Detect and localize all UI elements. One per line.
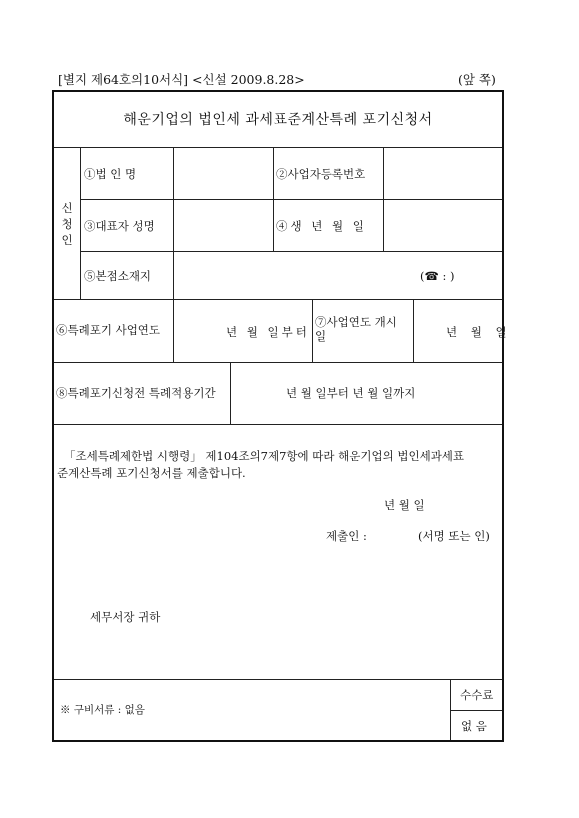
divider [80,251,502,252]
divider [230,362,231,424]
abandon-year-value: 년 월 일부터 [226,325,310,339]
corp-name-label: ①법 인 명 [84,167,137,181]
divider [173,147,174,362]
divider [383,147,384,251]
rep-name-label: ③대표자 성명 [84,219,155,233]
divider [312,299,313,362]
divider [54,362,502,363]
divider [450,679,451,740]
divider [54,424,502,425]
recipient-label: 세무서장 귀하 [90,610,161,624]
application-form [52,90,512,742]
abandon-year-label: ⑥특례포기 사업연도 [56,323,161,337]
form-number: [별지 제64호의10서식] <신설 2009.8.28> [58,72,305,87]
signature-label: (서명 또는 인) [418,529,490,543]
divider [450,710,502,711]
date-line: 년 월 일 [384,498,425,512]
hq-address-label: ⑤본점소재지 [84,269,152,283]
divider [54,299,502,300]
divider [273,147,274,251]
declaration-line-2: 준계산특례 포기신청서를 제출합니다. [57,466,246,480]
page-side-label: (앞 쪽) [458,72,496,87]
divider [54,147,502,148]
divider [54,679,502,680]
divider [413,299,414,362]
divider [80,147,81,299]
phone-field: (☎ : ) [420,269,455,283]
declaration-line-1: 「조세특례제한법 시행령」 제104조의7제7항에 따라 해운기업의 법인세과세표 [64,449,465,463]
fee-label: 수수료 [460,688,494,702]
form-title: 해운기업의 법인세 과세표준계산특례 포기신청서 [123,112,433,128]
fee-value: 없 음 [461,719,487,733]
required-docs-note: ※ 구비서류 : 없음 [60,704,145,716]
divider [80,199,502,200]
birth-date-label: ④생 년 월 일 [276,219,367,233]
apply-period-label: ⑧특례포기신청전 특례적용기간 [56,386,216,400]
biz-reg-no-label: ②사업자등록번호 [276,167,366,181]
applicant-label: 신 청 인 [61,201,73,247]
year-start-label: ⑦사업연도 개시 일 [315,315,397,343]
submitter-label: 제출인 : [326,529,367,543]
apply-period-value: 년 월 일부터 년 월 일까지 [286,386,416,400]
year-start-value: 년 월 일 [446,325,512,339]
